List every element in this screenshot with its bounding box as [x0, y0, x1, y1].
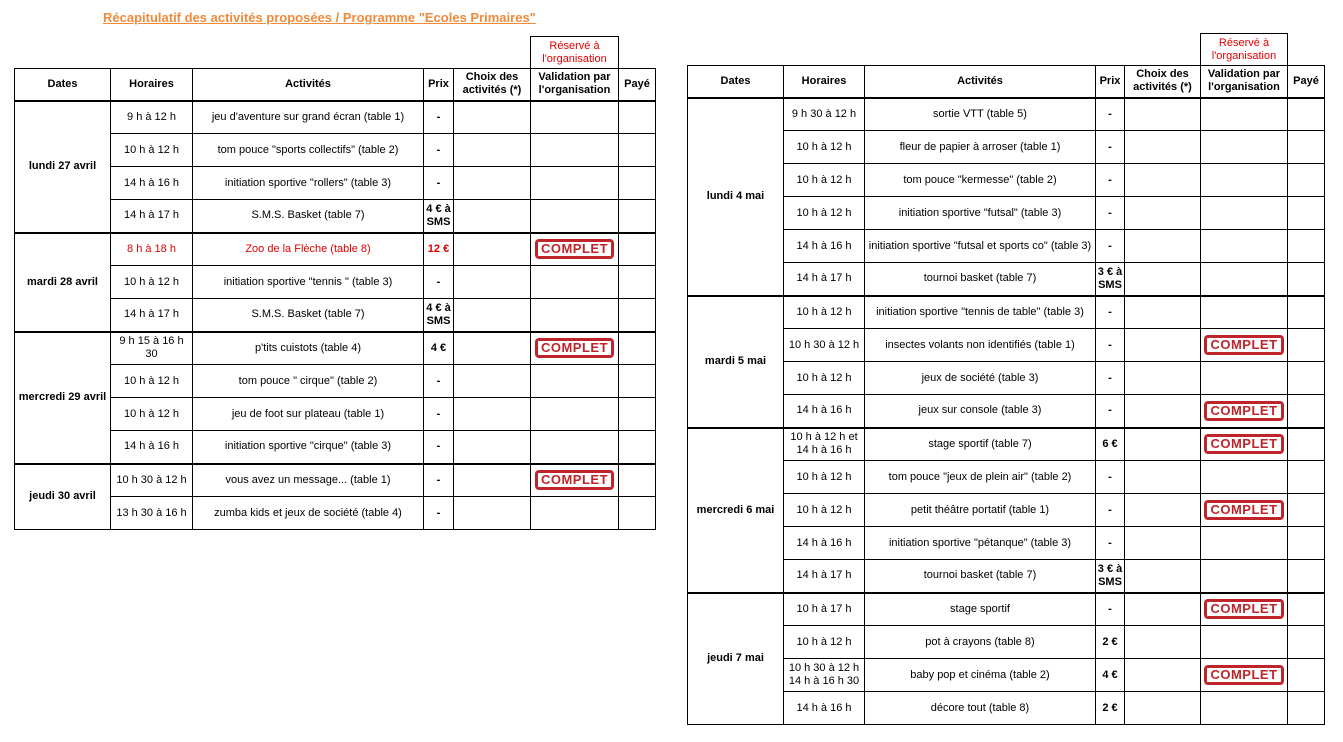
choix-checkbox-cell[interactable] [1125, 131, 1201, 164]
validation-cell [1201, 230, 1288, 263]
validation-cell [531, 134, 619, 167]
table-row [688, 197, 1325, 230]
activite-cell: jeu de foot sur plateau (table 1) [193, 398, 424, 431]
prix-cell: - [1096, 593, 1125, 626]
activite-cell: jeux de société (table 3) [865, 362, 1096, 395]
paye-cell [1288, 494, 1325, 527]
horaire-cell: 10 h à 12 h [111, 365, 193, 398]
validation-cell [531, 167, 619, 200]
validation-cell [1201, 560, 1288, 593]
table-row [688, 560, 1325, 593]
activite-cell: petit théâtre portatif (table 1) [865, 494, 1096, 527]
activite-cell: sortie VTT (table 5) [865, 98, 1096, 131]
page-title: Récapitulatif des activités proposées / Programme "Ecoles Primaires" [103, 10, 536, 25]
horaire-cell: 10 h à 12 h et 14 h à 16 h [784, 428, 865, 461]
table-row [688, 230, 1325, 263]
complet-stamp: COMPLET [1204, 434, 1283, 454]
choix-checkbox-cell[interactable] [1125, 692, 1201, 725]
activite-cell: initiation sportive "cirque" (table 3) [193, 431, 424, 464]
prix-cell: 4 € à SMS [424, 200, 454, 233]
choix-checkbox-cell[interactable] [454, 134, 531, 167]
paye-cell [619, 101, 656, 134]
horaire-cell: 14 h à 16 h [784, 527, 865, 560]
table-row [688, 428, 1325, 461]
activite-cell: initiation sportive "tennis de table" (table 3) [865, 296, 1096, 329]
paye-cell [1288, 560, 1325, 593]
prix-cell: - [1096, 527, 1125, 560]
choix-checkbox-cell[interactable] [1125, 626, 1201, 659]
validation-cell [531, 332, 619, 365]
activite-cell: tournoi basket (table 7) [865, 560, 1096, 593]
header-validation: Validation par l'organisation [1201, 66, 1288, 98]
prix-cell: - [1096, 362, 1125, 395]
header-horaires: Horaires [784, 66, 865, 98]
table-row [15, 134, 656, 167]
prix-cell: 3 € à SMS [1096, 560, 1125, 593]
horaire-cell: 13 h 30 à 16 h [111, 497, 193, 530]
paye-cell [1288, 395, 1325, 428]
paye-cell [619, 266, 656, 299]
horaire-cell: 10 h à 17 h [784, 593, 865, 626]
choix-checkbox-cell[interactable] [454, 101, 531, 134]
choix-checkbox-cell[interactable] [454, 431, 531, 464]
horaire-cell: 10 h à 12 h [784, 461, 865, 494]
header-activites: Activités [865, 66, 1096, 98]
validation-cell [531, 233, 619, 266]
prix-cell: - [1096, 395, 1125, 428]
date-cell: jeudi 7 mai [688, 593, 784, 725]
validation-cell [1201, 428, 1288, 461]
activite-cell: initiation sportive "futsal" (table 3) [865, 197, 1096, 230]
activite-cell: tournoi basket (table 7) [865, 263, 1096, 296]
table-row [15, 101, 656, 134]
table-row [15, 398, 656, 431]
prix-cell: - [424, 398, 454, 431]
complet-stamp: COMPLET [535, 338, 614, 358]
choix-checkbox-cell[interactable] [1125, 197, 1201, 230]
validation-cell [531, 200, 619, 233]
paye-cell [619, 200, 656, 233]
validation-cell [531, 464, 619, 497]
table-row [15, 365, 656, 398]
choix-checkbox-cell[interactable] [454, 332, 531, 365]
prix-cell: - [424, 497, 454, 530]
paye-cell [1288, 527, 1325, 560]
choix-checkbox-cell[interactable] [1125, 659, 1201, 692]
paye-cell [1288, 659, 1325, 692]
horaire-cell: 14 h à 16 h [111, 167, 193, 200]
table-row [688, 98, 1325, 131]
date-cell: mercredi 29 avril [15, 332, 111, 464]
horaire-cell: 14 h à 17 h [784, 560, 865, 593]
date-cell: jeudi 30 avril [15, 464, 111, 530]
prix-cell: 2 € [1096, 692, 1125, 725]
choix-checkbox-cell[interactable] [454, 497, 531, 530]
choix-checkbox-cell[interactable] [1125, 560, 1201, 593]
prix-cell: - [1096, 494, 1125, 527]
horaire-cell: 8 h à 18 h [111, 233, 193, 266]
choix-checkbox-cell[interactable] [454, 266, 531, 299]
choix-checkbox-cell[interactable] [1125, 329, 1201, 362]
prix-cell: - [1096, 98, 1125, 131]
validation-cell [531, 299, 619, 332]
horaire-cell: 10 h à 12 h [784, 131, 865, 164]
activite-cell: p'tits cuistots (table 4) [193, 332, 424, 365]
validation-cell [1201, 593, 1288, 626]
prix-cell: - [1096, 461, 1125, 494]
activite-cell: tom pouce "sports collectifs" (table 2) [193, 134, 424, 167]
table-row [15, 332, 656, 365]
prix-cell: - [1096, 131, 1125, 164]
prix-cell: - [424, 365, 454, 398]
horaire-cell: 9 h 30 à 12 h [784, 98, 865, 131]
table-row [688, 131, 1325, 164]
validation-cell [1201, 98, 1288, 131]
choix-checkbox-cell[interactable] [454, 200, 531, 233]
validation-cell [1201, 296, 1288, 329]
activite-cell: tom pouce "kermesse" (table 2) [865, 164, 1096, 197]
validation-cell [1201, 626, 1288, 659]
paye-cell [619, 167, 656, 200]
validation-cell [1201, 197, 1288, 230]
table-row [15, 431, 656, 464]
paye-cell [1288, 131, 1325, 164]
activite-cell: Zoo de la Flèche (table 8) [193, 233, 424, 266]
horaire-cell: 14 h à 17 h [111, 299, 193, 332]
prix-cell: - [424, 167, 454, 200]
activite-cell: stage sportif (table 7) [865, 428, 1096, 461]
prix-cell: 4 € [424, 332, 454, 365]
paye-cell [1288, 329, 1325, 362]
paye-cell [619, 431, 656, 464]
table-row [15, 497, 656, 530]
horaire-cell: 10 h à 12 h [111, 134, 193, 167]
paye-cell [619, 398, 656, 431]
prix-cell: - [1096, 329, 1125, 362]
paye-cell [619, 233, 656, 266]
table-row [15, 200, 656, 233]
activite-cell: jeux sur console (table 3) [865, 395, 1096, 428]
validation-cell [531, 431, 619, 464]
prix-cell: 12 € [424, 233, 454, 266]
schedule-table-april [14, 36, 656, 530]
choix-checkbox-cell[interactable] [454, 167, 531, 200]
validation-cell [531, 101, 619, 134]
choix-checkbox-cell[interactable] [1125, 164, 1201, 197]
paye-cell [1288, 692, 1325, 725]
choix-checkbox-cell[interactable] [454, 398, 531, 431]
header-paye: Payé [619, 69, 656, 101]
paye-cell [1288, 98, 1325, 131]
date-cell: lundi 27 avril [15, 101, 111, 233]
choix-checkbox-cell[interactable] [1125, 230, 1201, 263]
horaire-cell: 10 h à 12 h [784, 626, 865, 659]
validation-cell [531, 365, 619, 398]
paye-cell [1288, 428, 1325, 461]
activite-cell: zumba kids et jeux de société (table 4) [193, 497, 424, 530]
horaire-cell: 10 h à 12 h [784, 296, 865, 329]
table-row [688, 329, 1325, 362]
horaire-cell: 14 h à 16 h [784, 692, 865, 725]
validation-cell [1201, 131, 1288, 164]
complet-stamp: COMPLET [1204, 401, 1283, 421]
validation-cell [531, 497, 619, 530]
prix-cell: 4 € [1096, 659, 1125, 692]
table-row [688, 362, 1325, 395]
paye-cell [619, 134, 656, 167]
complet-stamp: COMPLET [535, 470, 614, 490]
choix-checkbox-cell[interactable] [1125, 395, 1201, 428]
paye-cell [619, 365, 656, 398]
paye-cell [1288, 296, 1325, 329]
prix-cell: 4 € à SMS [424, 299, 454, 332]
validation-cell [1201, 461, 1288, 494]
table-row [15, 233, 656, 266]
choix-checkbox-cell[interactable] [1125, 98, 1201, 131]
prix-cell: - [424, 464, 454, 497]
paye-cell [1288, 197, 1325, 230]
choix-checkbox-cell[interactable] [1125, 461, 1201, 494]
table-row [688, 626, 1325, 659]
paye-cell [1288, 593, 1325, 626]
complet-stamp: COMPLET [535, 239, 614, 259]
activite-cell: fleur de papier à arroser (table 1) [865, 131, 1096, 164]
table-row [688, 593, 1325, 626]
activite-cell: décore tout (table 8) [865, 692, 1096, 725]
paye-cell [619, 332, 656, 365]
choix-checkbox-cell[interactable] [1125, 494, 1201, 527]
header-prix: Prix [424, 69, 454, 101]
paye-cell [1288, 263, 1325, 296]
complet-stamp: COMPLET [1204, 335, 1283, 355]
activite-cell: initiation sportive "rollers" (table 3) [193, 167, 424, 200]
choix-checkbox-cell[interactable] [1125, 527, 1201, 560]
prix-cell: - [424, 134, 454, 167]
validation-cell [1201, 692, 1288, 725]
activite-cell: initiation sportive "futsal et sports co" (table 3) [865, 230, 1096, 263]
activite-cell: initiation sportive "tennis " (table 3) [193, 266, 424, 299]
table-row [688, 527, 1325, 560]
horaire-cell: 10 h à 12 h [784, 164, 865, 197]
validation-cell [1201, 164, 1288, 197]
horaire-cell: 10 h 30 à 12 h [111, 464, 193, 497]
choix-checkbox-cell[interactable] [454, 299, 531, 332]
table-row [688, 659, 1325, 692]
validation-cell [531, 266, 619, 299]
table-row [688, 692, 1325, 725]
reserved-header: Réservé à l'organisation [531, 37, 619, 69]
validation-cell [1201, 659, 1288, 692]
table-row [15, 464, 656, 497]
table-row [15, 266, 656, 299]
activite-cell: S.M.S. Basket (table 7) [193, 200, 424, 233]
prix-cell: 3 € à SMS [1096, 263, 1125, 296]
validation-cell [1201, 527, 1288, 560]
paye-cell [619, 497, 656, 530]
header-choix: Choix des activités (*) [1125, 66, 1201, 98]
activite-cell: vous avez un message... (table 1) [193, 464, 424, 497]
horaire-cell: 14 h à 16 h [784, 230, 865, 263]
horaire-cell: 9 h 15 à 16 h 30 [111, 332, 193, 365]
horaire-cell: 10 h 30 à 12 h [784, 329, 865, 362]
paye-cell [619, 464, 656, 497]
choix-checkbox-cell[interactable] [1125, 263, 1201, 296]
prix-cell: - [1096, 230, 1125, 263]
paye-cell [1288, 230, 1325, 263]
horaire-cell: 14 h à 17 h [784, 263, 865, 296]
validation-cell [1201, 263, 1288, 296]
horaire-cell: 14 h à 16 h [784, 395, 865, 428]
prix-cell: - [424, 101, 454, 134]
prix-cell: - [424, 266, 454, 299]
horaire-cell: 10 h à 12 h [784, 494, 865, 527]
horaire-cell: 9 h à 12 h [111, 101, 193, 134]
horaire-cell: 14 h à 16 h [111, 431, 193, 464]
activite-cell: baby pop et cinéma (table 2) [865, 659, 1096, 692]
complet-stamp: COMPLET [1204, 500, 1283, 520]
prix-cell: - [424, 431, 454, 464]
validation-cell [1201, 362, 1288, 395]
paye-cell [1288, 164, 1325, 197]
table-row [688, 494, 1325, 527]
validation-cell [1201, 494, 1288, 527]
choix-checkbox-cell[interactable] [1125, 593, 1201, 626]
prix-cell: - [1096, 197, 1125, 230]
table-row [688, 461, 1325, 494]
activite-cell: pot à crayons (table 8) [865, 626, 1096, 659]
table-row [688, 164, 1325, 197]
choix-checkbox-cell[interactable] [454, 233, 531, 266]
header-validation: Validation par l'organisation [531, 69, 619, 101]
activite-cell: S.M.S. Basket (table 7) [193, 299, 424, 332]
prix-cell: - [1096, 296, 1125, 329]
choix-checkbox-cell[interactable] [1125, 362, 1201, 395]
reserved-header: Réservé à l'organisation [1201, 34, 1288, 66]
activite-cell: insectes volants non identifiés (table 1) [865, 329, 1096, 362]
paye-cell [1288, 626, 1325, 659]
horaire-cell: 14 h à 17 h [111, 200, 193, 233]
validation-cell [1201, 395, 1288, 428]
prix-cell: - [1096, 164, 1125, 197]
horaire-cell: 10 h à 12 h [111, 398, 193, 431]
prix-cell: 2 € [1096, 626, 1125, 659]
table-row [15, 299, 656, 332]
validation-cell [531, 398, 619, 431]
date-cell: mercredi 6 mai [688, 428, 784, 593]
horaire-cell: 10 h à 12 h [784, 362, 865, 395]
choix-checkbox-cell[interactable] [1125, 296, 1201, 329]
paye-cell [1288, 461, 1325, 494]
validation-cell [1201, 329, 1288, 362]
activite-cell: tom pouce "jeux de plein air" (table 2) [865, 461, 1096, 494]
choix-checkbox-cell[interactable] [454, 464, 531, 497]
activite-cell: tom pouce " cirque" (table 2) [193, 365, 424, 398]
header-activites: Activités [193, 69, 424, 101]
date-cell: mardi 28 avril [15, 233, 111, 332]
table-row [688, 395, 1325, 428]
header-choix: Choix des activités (*) [454, 69, 531, 101]
prix-cell: 6 € [1096, 428, 1125, 461]
horaire-cell: 10 h à 12 h [784, 197, 865, 230]
header-dates: Dates [15, 69, 111, 101]
choix-checkbox-cell[interactable] [454, 365, 531, 398]
header-horaires: Horaires [111, 69, 193, 101]
header-paye: Payé [1288, 66, 1325, 98]
paye-cell [619, 299, 656, 332]
complet-stamp: COMPLET [1204, 599, 1283, 619]
horaire-cell: 10 h 30 à 12 h 14 h à 16 h 30 [784, 659, 865, 692]
choix-checkbox-cell[interactable] [1125, 428, 1201, 461]
table-row [15, 167, 656, 200]
complet-stamp: COMPLET [1204, 665, 1283, 685]
activite-cell: initiation sportive "pétanque" (table 3) [865, 527, 1096, 560]
header-prix: Prix [1096, 66, 1125, 98]
date-cell: mardi 5 mai [688, 296, 784, 428]
activite-cell: jeu d'aventure sur grand écran (table 1) [193, 101, 424, 134]
table-row [688, 263, 1325, 296]
activite-cell: stage sportif [865, 593, 1096, 626]
date-cell: lundi 4 mai [688, 98, 784, 296]
header-dates: Dates [688, 66, 784, 98]
schedule-table-may [687, 33, 1325, 725]
paye-cell [1288, 362, 1325, 395]
horaire-cell: 10 h à 12 h [111, 266, 193, 299]
table-row [688, 296, 1325, 329]
